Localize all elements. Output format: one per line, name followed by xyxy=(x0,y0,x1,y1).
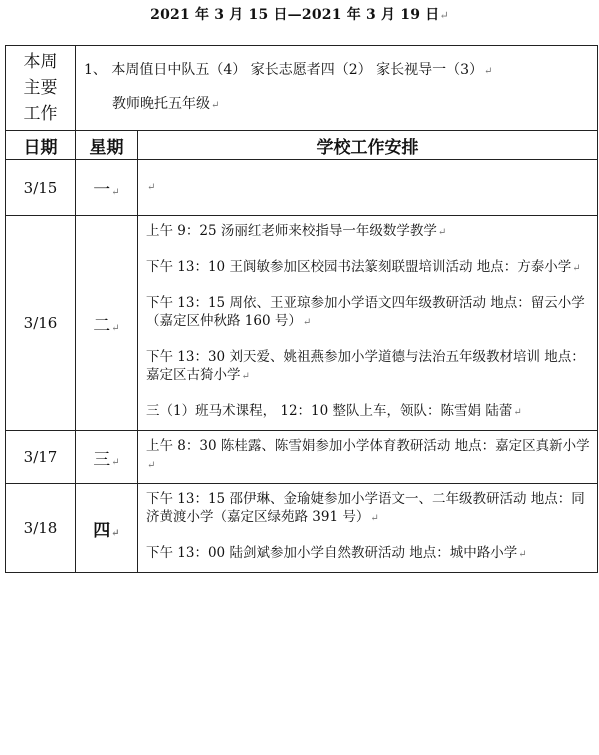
row-weekday-text: 一 xyxy=(93,180,111,200)
plan-item xyxy=(146,402,593,422)
paragraph-mark: ↵ xyxy=(111,187,120,198)
row-weekday-text: 四 xyxy=(93,520,111,541)
main-work-label xyxy=(6,46,76,131)
row-date: 3/15 xyxy=(6,160,76,216)
header-plan: 学校工作安排 xyxy=(138,131,598,160)
paragraph-mark: ↵ xyxy=(513,407,522,418)
main-work-row xyxy=(6,46,598,131)
plan-item-text: 下午 13：30 刘天爱、姚祖燕参加小学道德与法治五年级教材培训 地点：嘉定区古猗小学 xyxy=(146,349,585,383)
row-weekday xyxy=(76,431,138,484)
schedule-row xyxy=(6,160,598,216)
paragraph-mark: ↵ xyxy=(147,181,156,193)
header-date: 日期 xyxy=(6,131,76,160)
page-title xyxy=(0,4,599,24)
main-work-content xyxy=(76,46,598,131)
paragraph-mark: ↵ xyxy=(518,549,527,560)
main-work-label-line: 主要 xyxy=(23,78,58,98)
row-date: 3/16 xyxy=(6,216,76,431)
main-work-label-line: 本周 xyxy=(23,52,58,72)
paragraph-mark: ↵ xyxy=(439,9,449,22)
plan-item xyxy=(146,177,593,197)
plan-item-text: 下午 13：10 王阆敏参加区校园书法篆刻联盟培训活动 地点：方泰小学 xyxy=(146,259,572,275)
plan-item-text: 下午 13：15 邵伊琳、金瑜婕参加小学语文一、二年级教研活动 地点：同济黄渡小学（嘉定区绿苑路 391 号） xyxy=(146,491,585,525)
plan-item xyxy=(146,437,593,475)
row-plan xyxy=(138,484,598,573)
header-weekday: 星期 xyxy=(76,131,138,160)
plan-item xyxy=(146,222,593,242)
row-date: 3/18 xyxy=(6,484,76,573)
paragraph-mark: ↵ xyxy=(211,100,220,111)
plan-item xyxy=(146,294,593,332)
paragraph-mark: ↵ xyxy=(111,456,120,468)
paragraph-mark: ↵ xyxy=(111,527,120,539)
paragraph-mark: ↵ xyxy=(241,371,250,382)
plan-item xyxy=(146,544,593,564)
paragraph-mark: ↵ xyxy=(483,66,493,77)
title-text: 2021 年 3 月 15 日—2021 年 3 月 19 日 xyxy=(150,7,440,23)
row-plan xyxy=(138,431,598,484)
plan-item xyxy=(146,258,593,278)
row-weekday xyxy=(76,216,138,431)
paragraph-mark: ↵ xyxy=(302,317,312,328)
header-row xyxy=(6,131,598,160)
main-work-line: 教师晚托五年级 xyxy=(112,96,210,112)
plan-item-text: 下午 13：00 陆剑斌参加小学自然教研活动 地点：城中路小学 xyxy=(146,545,518,561)
plan-item-text: 上午 8：30 陈桂露、陈雪娟参加小学体育教研活动 地点：嘉定区真新小学 xyxy=(146,438,590,454)
row-weekday xyxy=(76,160,138,216)
main-work-line: 1、 本周值日中队五（4） 家长志愿者四（2） 家长视导一（3） xyxy=(84,62,483,78)
main-work-label-line: 工作 xyxy=(23,104,58,124)
row-plan xyxy=(138,216,598,431)
row-weekday-text: 二 xyxy=(93,315,111,336)
plan-item-text: 下午 13：15 周依、王亚琼参加小学语文四年级教研活动 地点：留云小学（嘉定区仲秋路 160 号） xyxy=(146,295,585,329)
row-date: 3/17 xyxy=(6,431,76,484)
paragraph-mark: ↵ xyxy=(572,263,581,274)
row-weekday-text: 三 xyxy=(93,449,111,470)
schedule-row xyxy=(6,484,598,573)
plan-item-text: 三（1）班马术课程， 12：10 整队上车，领队：陈雪娟 陆蕾 xyxy=(146,403,513,419)
paragraph-mark: ↵ xyxy=(111,322,120,334)
schedule-body xyxy=(6,160,598,573)
schedule-row xyxy=(6,431,598,484)
row-weekday xyxy=(76,484,138,573)
paragraph-mark: ↵ xyxy=(370,513,379,524)
plan-item xyxy=(146,348,593,386)
plan-item-text: 上午 9：25 汤丽红老师来校指导一年级数学教学 xyxy=(146,223,437,239)
row-plan xyxy=(138,160,598,216)
schedule-table xyxy=(5,45,598,573)
paragraph-mark: ↵ xyxy=(147,460,156,471)
schedule-row xyxy=(6,216,598,431)
paragraph-mark: ↵ xyxy=(437,227,447,238)
plan-item xyxy=(146,490,593,528)
